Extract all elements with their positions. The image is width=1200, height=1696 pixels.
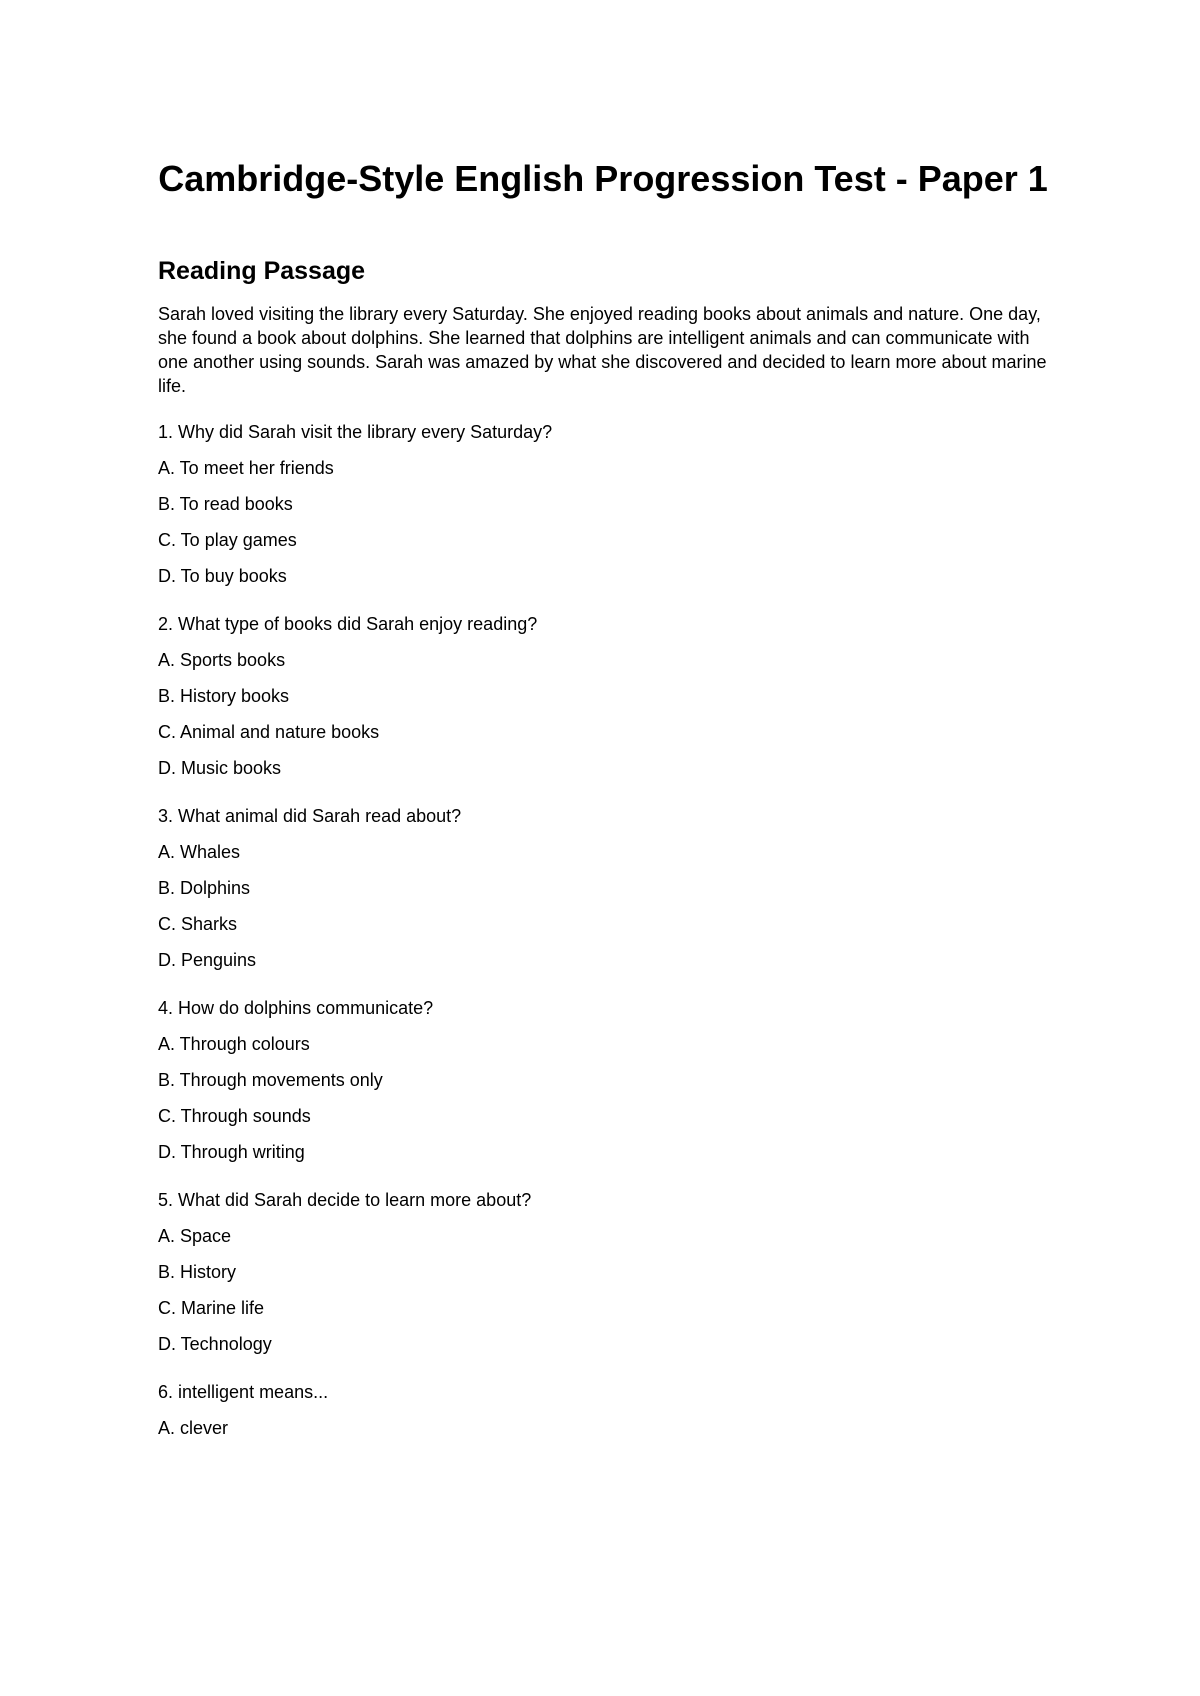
question-5 <box>158 1188 1048 1356</box>
question-4 <box>158 996 1048 1164</box>
question-text: 6. intelligent means... <box>158 1382 329 1402</box>
question-3 <box>158 804 1048 972</box>
answer-option: D. Through writing <box>158 1142 305 1162</box>
answer-option: B. History <box>158 1262 237 1282</box>
reading-passage: Sarah loved visiting the library every Saturday. She enjoyed reading books about animals and nature. One day, she found a book about dolphins. She learned that dolphins are intelligent animals and can communicate with one another using sounds. Sarah was amazed by what she discovered and decided to learn more about marine life. <box>158 304 1047 396</box>
answer-option: B. History books <box>158 686 290 706</box>
answer-option: D. Penguins <box>158 950 257 970</box>
answer-option: A. Whales <box>158 842 241 862</box>
question-list <box>158 420 1048 1440</box>
question-text: 4. How do dolphins communicate? <box>158 998 434 1018</box>
answer-option: D. Technology <box>158 1334 272 1354</box>
document-page <box>158 156 1048 1440</box>
section-heading: Reading Passage <box>158 257 366 285</box>
document-title: Cambridge-Style English Progression Test - Paper 1 <box>158 158 1048 199</box>
question-text: 3. What animal did Sarah read about? <box>158 806 462 826</box>
answer-option: D. To buy books <box>158 566 287 586</box>
answer-option: C. Through sounds <box>158 1106 311 1126</box>
answer-option: A. clever <box>158 1418 229 1438</box>
question-6 <box>158 1380 1048 1440</box>
answer-option: A. Sports books <box>158 650 286 670</box>
answer-option: B. Dolphins <box>158 878 251 898</box>
answer-option: A. Through colours <box>158 1034 310 1054</box>
answer-option: A. Space <box>158 1226 232 1246</box>
answer-option: D. Music books <box>158 758 282 778</box>
answer-option: C. Marine life <box>158 1298 265 1318</box>
question-1 <box>158 420 1048 588</box>
answer-option: B. To read books <box>158 494 293 514</box>
question-text: 1. Why did Sarah visit the library every Saturday? <box>158 422 553 442</box>
question-text: 5. What did Sarah decide to learn more about? <box>158 1190 532 1210</box>
question-2 <box>158 612 1048 780</box>
question-text: 2. What type of books did Sarah enjoy reading? <box>158 614 538 634</box>
answer-option: C. Sharks <box>158 914 238 934</box>
answer-option: A. To meet her friends <box>158 458 334 478</box>
answer-option: C. Animal and nature books <box>158 722 380 742</box>
answer-option: B. Through movements only <box>158 1070 383 1090</box>
answer-option: C. To play games <box>158 530 297 550</box>
